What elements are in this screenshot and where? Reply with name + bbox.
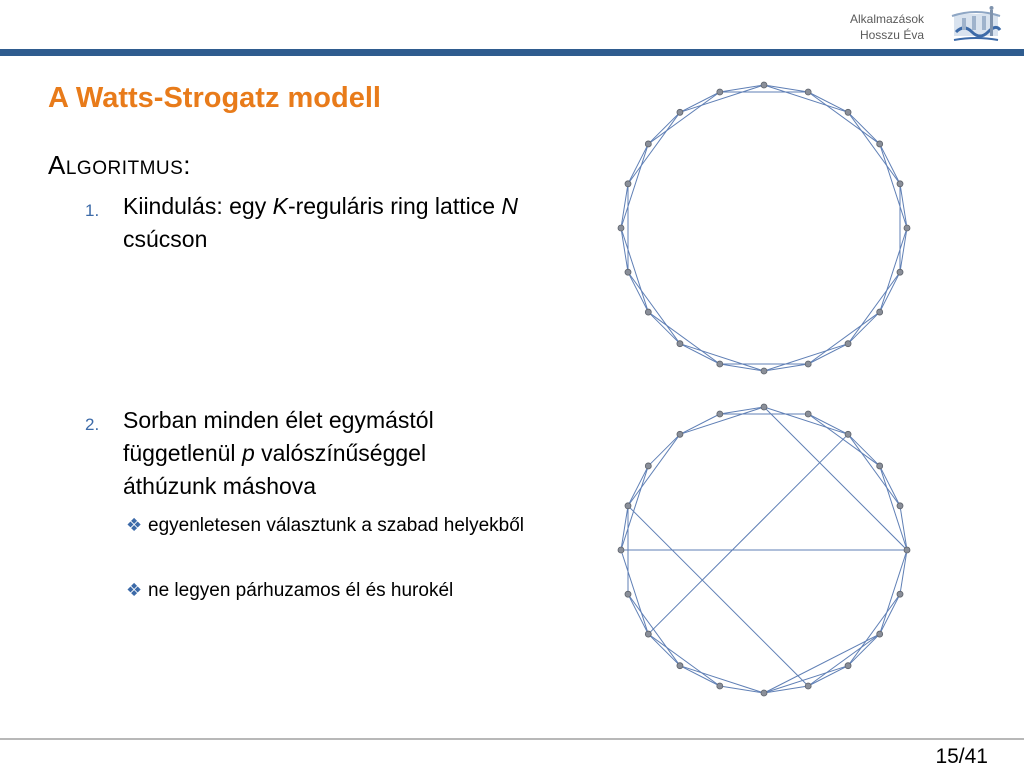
- rewired-edge: [808, 414, 848, 434]
- rewired-edge: [808, 634, 880, 686]
- lattice-edge: [880, 272, 900, 312]
- rewired-edge: [628, 506, 808, 686]
- rewired-edge: [808, 666, 848, 686]
- lattice-edge: [880, 144, 907, 228]
- rewired-node: [877, 463, 883, 469]
- rewired-edge: [880, 466, 907, 550]
- rewired-node: [618, 547, 624, 553]
- lattice-node: [805, 89, 811, 95]
- rewired-node: [877, 631, 883, 637]
- sub-bullet-1: [126, 511, 556, 540]
- university-logo-icon: [950, 2, 1002, 44]
- lattice-node: [717, 89, 723, 95]
- rewired-edge: [648, 634, 720, 686]
- enum-item-2: [85, 404, 525, 503]
- rewired-node: [761, 690, 767, 696]
- enum-text-1-c: csúcson: [123, 226, 208, 252]
- lattice-edge: [680, 344, 764, 371]
- lattice-node: [625, 269, 631, 275]
- lattice-node: [761, 82, 767, 88]
- rewired-edge: [680, 666, 720, 686]
- lattice-node: [645, 309, 651, 315]
- rewired-node: [805, 683, 811, 689]
- lattice-edge: [808, 344, 848, 364]
- lattice-edge: [848, 272, 900, 344]
- enum-number-2: 2.: [85, 415, 100, 434]
- section-heading-colon: :: [183, 150, 192, 180]
- rewired-node: [717, 411, 723, 417]
- lattice-node: [645, 141, 651, 147]
- rewired-node: [677, 431, 683, 437]
- lattice-edge: [900, 228, 907, 272]
- lattice-edge: [621, 144, 648, 228]
- rewired-edge: [680, 414, 720, 434]
- section-heading: [48, 150, 191, 181]
- rewired-edge: [621, 506, 628, 550]
- rewired-edge: [621, 550, 648, 634]
- lattice-node: [897, 269, 903, 275]
- lattice-edge: [680, 85, 764, 112]
- lattice-node: [845, 109, 851, 115]
- var-p: p: [241, 440, 255, 466]
- lattice-edge: [808, 92, 848, 112]
- enum-text-2-b: valószínűséggel áthúzunk máshova: [123, 440, 427, 499]
- lattice-node: [805, 361, 811, 367]
- rewired-node: [897, 503, 903, 509]
- section-heading-smallcaps: LGORITMUS: [65, 158, 184, 179]
- rewired-node: [805, 411, 811, 417]
- rewired-edge: [848, 434, 900, 506]
- lattice-edge: [720, 364, 764, 371]
- header-info: [850, 11, 924, 43]
- rewired-edge: [628, 594, 648, 634]
- lattice-node: [761, 368, 767, 374]
- rewired-edge: [628, 434, 680, 506]
- rewired-edge: [720, 407, 764, 414]
- lattice-edge: [880, 228, 907, 312]
- sub-bullet-2: [126, 576, 556, 605]
- lattice-node: [625, 181, 631, 187]
- rewired-edge: [900, 550, 907, 594]
- lattice-edge: [848, 112, 880, 144]
- rewired-node: [761, 404, 767, 410]
- rewired-edge: [848, 434, 880, 466]
- rewired-edge: [764, 407, 848, 434]
- ring-lattice-graph: [614, 80, 934, 384]
- lattice-node: [845, 341, 851, 347]
- lattice-edge: [628, 144, 648, 184]
- lattice-edge: [848, 112, 900, 184]
- sub-bullet-text-2: ne legyen párhuzamos él és hurokél: [148, 580, 454, 601]
- rewired-edge: [848, 594, 900, 666]
- lattice-node: [677, 341, 683, 347]
- lattice-node: [877, 141, 883, 147]
- diamond-bullet-icon: ❖: [126, 515, 143, 535]
- lattice-edge: [680, 92, 720, 112]
- enum-text-2-a: Sorban minden élet egymástól függetlenül: [123, 407, 434, 466]
- lattice-edge: [648, 312, 680, 344]
- enum-number-1: 1.: [85, 201, 100, 220]
- page-number: 15/41: [935, 745, 988, 768]
- rewired-node: [625, 503, 631, 509]
- enum-text-1-b: -reguláris ring lattice: [287, 193, 502, 219]
- lattice-node: [897, 181, 903, 187]
- lattice-edge: [628, 272, 680, 344]
- lattice-node: [618, 225, 624, 231]
- rewired-edge: [764, 666, 848, 693]
- lattice-edge: [648, 312, 720, 364]
- rewired-edge: [764, 634, 880, 693]
- rewired-edge: [648, 434, 848, 634]
- lattice-edge: [648, 112, 680, 144]
- enum-text-1-a: Kiindulás: egy: [123, 193, 273, 219]
- rewired-edge: [880, 466, 900, 506]
- var-k: K: [272, 193, 288, 219]
- enum-item-1: [85, 190, 525, 256]
- rewired-node: [897, 591, 903, 597]
- lattice-edge: [621, 184, 628, 228]
- lattice-edge: [808, 312, 880, 364]
- lattice-node: [677, 109, 683, 115]
- rewired-edge: [628, 466, 648, 506]
- rewired-edge: [628, 594, 680, 666]
- rewired-node: [677, 663, 683, 669]
- lattice-node: [877, 309, 883, 315]
- diamond-bullet-icon: ❖: [126, 580, 143, 600]
- rewired-graph: [614, 402, 934, 706]
- rewired-edge: [848, 634, 880, 666]
- rewired-node: [845, 431, 851, 437]
- header-author: Hosszu Éva: [859, 28, 924, 42]
- rewired-edge: [720, 686, 764, 693]
- rewired-edge: [680, 666, 764, 693]
- lattice-edge: [764, 344, 848, 371]
- enum-text-1: [123, 190, 525, 256]
- rewired-node: [645, 463, 651, 469]
- rewired-edge: [880, 550, 907, 634]
- rewired-edge: [621, 466, 648, 550]
- var-n: N: [501, 193, 519, 219]
- lattice-edge: [720, 85, 764, 92]
- lattice-edge: [648, 92, 720, 144]
- rewired-edge: [648, 434, 680, 466]
- lattice-edge: [764, 85, 808, 92]
- rewired-node: [717, 683, 723, 689]
- rewired-edge: [648, 634, 680, 666]
- rewired-node: [845, 663, 851, 669]
- lattice-edge: [848, 312, 880, 344]
- lattice-node: [904, 225, 910, 231]
- rewired-node: [904, 547, 910, 553]
- rewired-edge: [808, 414, 880, 466]
- lattice-edge: [621, 228, 628, 272]
- rewired-node: [625, 591, 631, 597]
- header-course: Alkalmazások: [849, 12, 924, 26]
- slide-title: A Watts-Strogatz modell: [48, 82, 381, 114]
- section-heading-initial: A: [48, 150, 66, 180]
- sub-bullet-text-1: egyenletesen választunk a szabad helyekből: [148, 515, 525, 536]
- lattice-edge: [764, 364, 808, 371]
- lattice-edge: [628, 112, 680, 184]
- enum-text-2: [123, 404, 525, 503]
- header-bar: [0, 49, 1024, 56]
- rewired-edge: [880, 594, 900, 634]
- lattice-node: [717, 361, 723, 367]
- lattice-edge: [680, 344, 720, 364]
- rewired-edge: [680, 407, 764, 434]
- footer-line: [0, 738, 1024, 740]
- lattice-edge: [764, 85, 848, 112]
- lattice-edge: [880, 144, 900, 184]
- rewired-node: [645, 631, 651, 637]
- lattice-edge: [900, 184, 907, 228]
- lattice-edge: [621, 228, 648, 312]
- lattice-edge: [628, 272, 648, 312]
- lattice-edge: [808, 92, 880, 144]
